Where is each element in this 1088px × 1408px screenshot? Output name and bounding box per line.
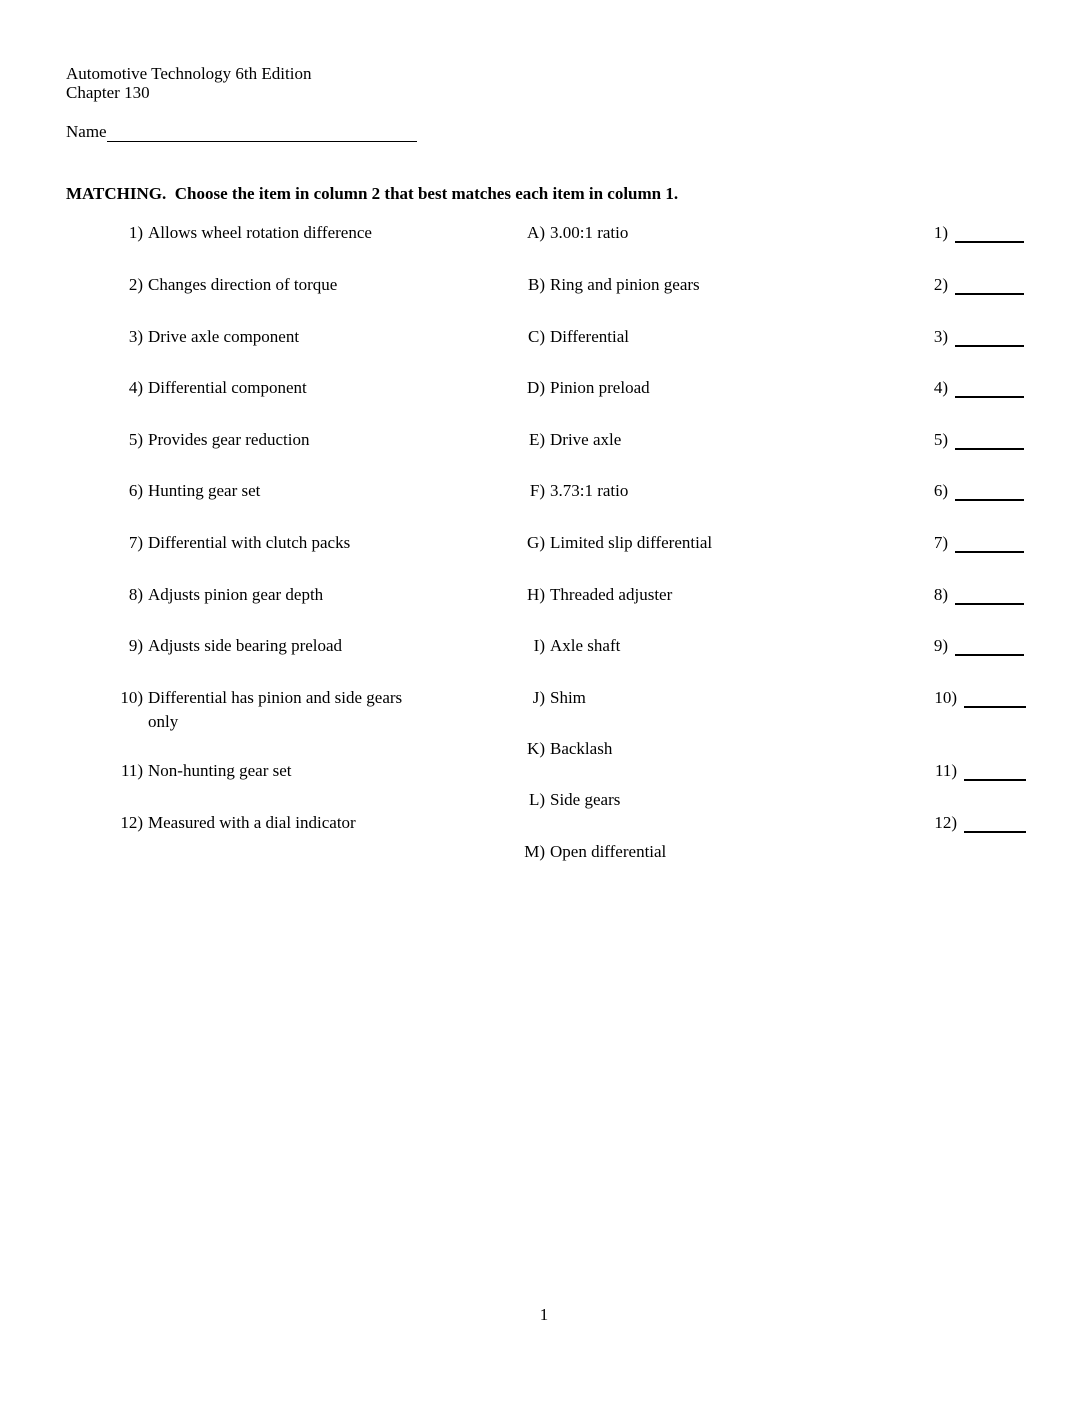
question-number: 2) [128,275,143,294]
question-number: 7) [128,533,143,552]
question-text: Drive axle component [148,327,300,346]
doc-chapter: Chapter 130 [66,83,150,102]
question-text: Allows wheel rotation difference [148,223,372,242]
answer-number: 4) [933,378,948,397]
answer-row-5 [900,428,1024,452]
question-item-8 [100,583,323,607]
option-text: Limited slip differential [550,533,713,552]
option-letter: H) [527,585,545,604]
option-text: 3.73:1 ratio [550,481,629,500]
option-letter: B) [528,275,545,294]
option-text: Differential [550,327,629,346]
option-text: Shim [550,688,586,707]
option-item-i [505,634,620,658]
option-item-c [505,325,629,349]
answer-blank-4[interactable] [955,380,1024,398]
option-text: Drive axle [550,430,622,449]
answer-row-1 [900,221,1024,245]
option-item-k [505,737,612,761]
option-letter: M) [524,842,545,861]
option-letter: A) [527,223,545,242]
option-letter: I) [533,636,545,655]
question-text: Provides gear reduction [148,430,310,449]
name-input-line[interactable] [107,126,417,142]
answer-number: 6) [933,481,948,500]
question-number: 6) [128,481,143,500]
answer-number: 1) [933,223,948,242]
option-letter: J) [532,688,545,707]
page-number: 1 [539,1305,549,1324]
answer-row-6 [900,479,1024,503]
answer-row-7 [900,531,1024,555]
answer-number: 5) [933,430,948,449]
answer-row-9 [900,634,1024,658]
answer-row-4 [900,376,1024,400]
option-letter: L) [528,790,545,809]
option-item-e [505,428,621,452]
option-item-l [505,788,620,812]
option-item-h [505,583,672,607]
option-letter: F) [529,481,545,500]
answer-row-2 [900,273,1024,297]
matching-instruction: MATCHING. Choose the item in column 2 that best matches each item in column 1. [66,184,679,203]
answer-number: 8) [933,585,948,604]
option-text: Axle shaft [550,636,621,655]
option-text: Open differential [550,842,667,861]
option-item-m [505,840,666,864]
option-letter: C) [528,327,545,346]
question-number: 8) [128,585,143,604]
question-item-9 [100,634,342,658]
answer-blank-2[interactable] [955,277,1024,295]
question-text: Differential with clutch packs [148,533,351,552]
option-text: Threaded adjuster [550,585,673,604]
answer-number: 12) [934,813,957,832]
question-number: 3) [128,327,143,346]
question-text: Adjusts pinion gear depth [148,585,324,604]
answer-blank-9[interactable] [955,638,1024,656]
answer-row-8 [900,583,1024,607]
answer-number: 2) [933,275,948,294]
option-letter: K) [527,739,545,758]
question-number: 9) [128,636,143,655]
question-text: Measured with a dial indicator [148,813,356,832]
question-item-7 [100,531,350,555]
option-letter: G) [527,533,545,552]
option-item-g [505,531,712,555]
option-item-d [505,376,650,400]
option-item-a [505,221,628,245]
document-header [66,64,311,102]
answer-row-11 [900,759,1026,783]
answer-blank-10[interactable] [964,690,1026,708]
answer-row-12 [900,811,1026,835]
option-text: Side gears [550,790,621,809]
answer-blank-6[interactable] [955,483,1024,501]
answer-blank-7[interactable] [955,535,1024,553]
question-number: 4) [128,378,143,397]
question-number: 11) [120,761,143,780]
question-item-2 [100,273,337,297]
question-text: Adjusts side bearing preload [148,636,343,655]
option-letter: D) [527,378,545,397]
question-text: Changes direction of torque [148,275,338,294]
option-item-b [505,273,700,297]
question-number: 12) [120,813,143,832]
question-text: Differential has pinion and side gears only [148,688,403,731]
name-field-row [66,122,417,142]
question-item-6 [100,479,260,503]
option-text: 3.00:1 ratio [550,223,629,242]
answer-blank-8[interactable] [955,587,1024,605]
answer-number: 3) [933,327,948,346]
question-text: Differential component [148,378,307,397]
doc-title: Automotive Technology 6th Edition [66,64,312,83]
answer-row-3 [900,325,1024,349]
answer-blank-12[interactable] [964,815,1026,833]
answer-number: 7) [933,533,948,552]
question-number: 10) [120,688,143,707]
option-text: Pinion preload [550,378,650,397]
name-label: Name [66,122,107,141]
answer-blank-1[interactable] [955,225,1024,243]
option-item-f [505,479,628,503]
answer-blank-3[interactable] [955,329,1024,347]
question-item-10 [100,686,402,734]
question-text: Hunting gear set [148,481,261,500]
answer-number: 10) [934,688,957,707]
answer-blank-5[interactable] [955,432,1024,450]
answer-number: 9) [933,636,948,655]
option-text: Backlash [550,739,613,758]
question-item-1 [100,221,372,245]
answer-row-10 [900,686,1026,710]
option-item-j [505,686,586,710]
answer-number: 11) [934,761,957,780]
question-item-11 [100,759,292,783]
question-number: 1) [128,223,143,242]
question-item-3 [100,325,299,349]
option-letter: E) [528,430,545,449]
answer-blank-11[interactable] [964,763,1026,781]
question-number: 5) [128,430,143,449]
question-item-5 [100,428,309,452]
question-item-4 [100,376,307,400]
question-text-line2: only [148,712,179,731]
option-text: Ring and pinion gears [550,275,700,294]
question-text: Non-hunting gear set [148,761,292,780]
question-item-12 [100,811,356,835]
